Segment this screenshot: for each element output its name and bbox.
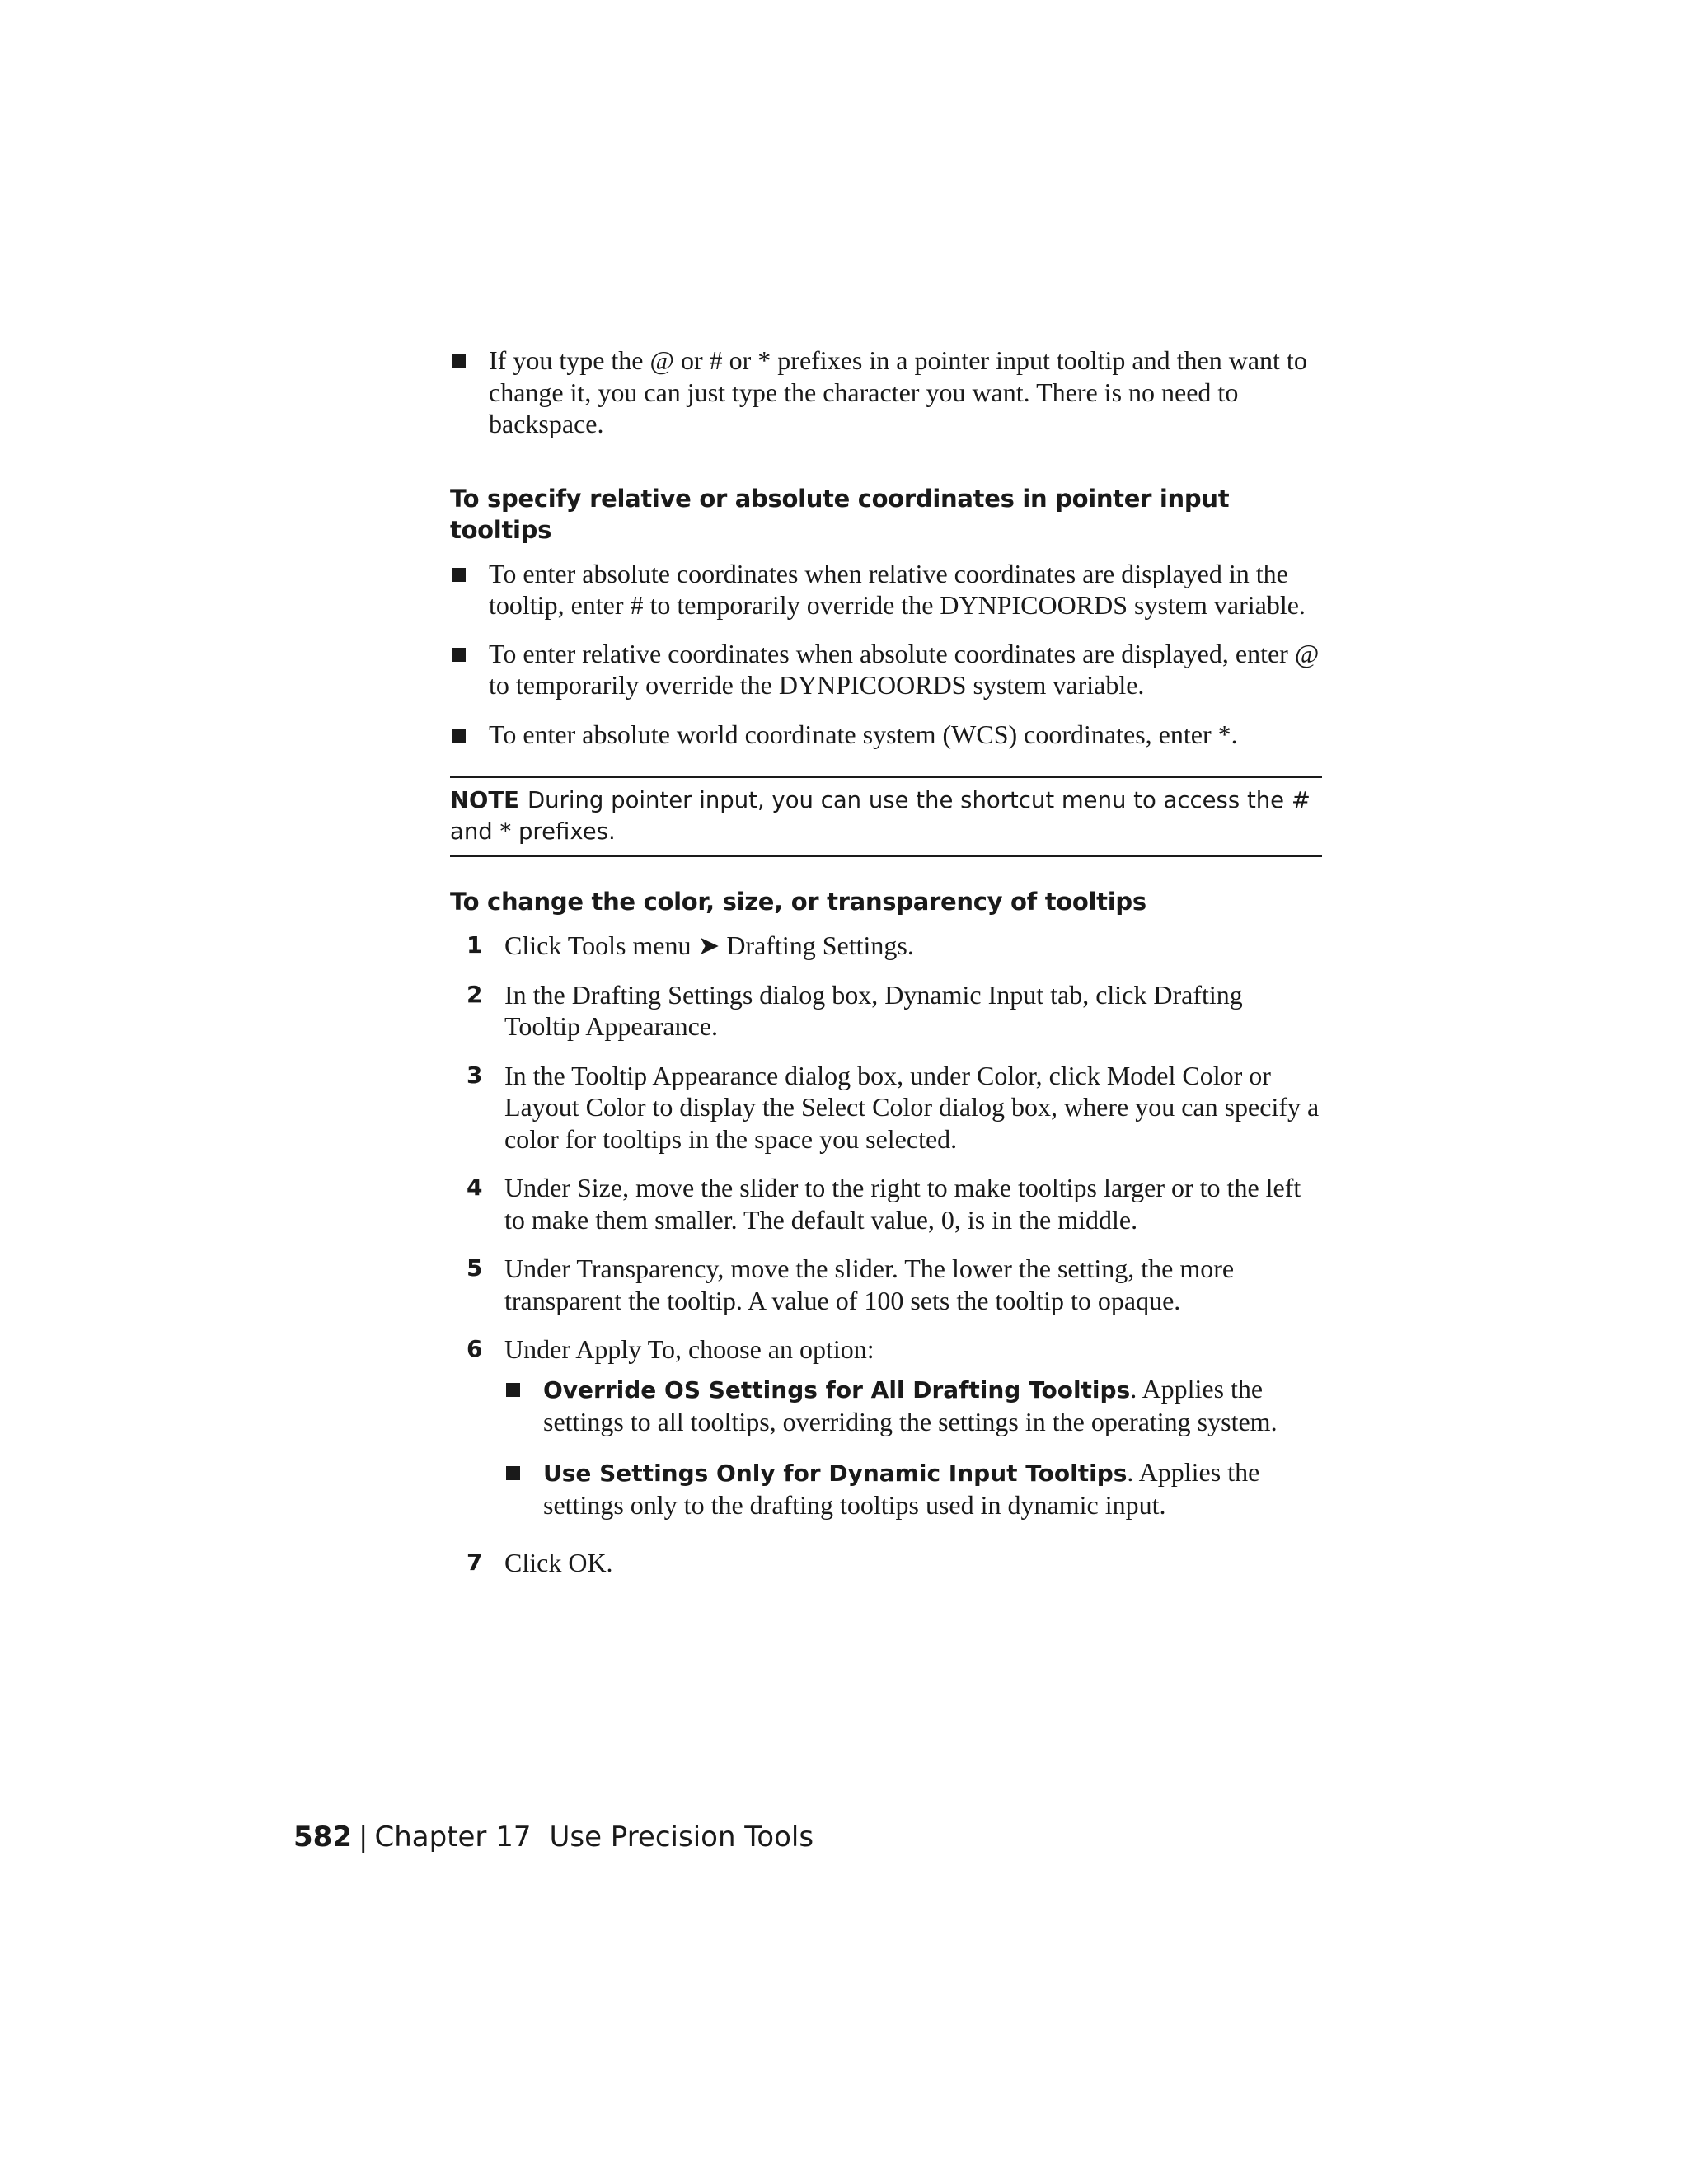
- list-item: [450, 344, 1322, 440]
- option-term: Override OS Settings for All Drafting Tooltips: [543, 1376, 1131, 1404]
- step-text: Click OK.: [504, 1547, 613, 1577]
- option-term: Use Settings Only for Dynamic Input Tooltips: [543, 1459, 1128, 1487]
- step-text: Click Tools menu ➤ Drafting Settings.: [504, 930, 914, 960]
- procedure-heading: To specify relative or absolute coordinates in pointer input tooltips: [450, 484, 1230, 544]
- option-item: [504, 1373, 1322, 1438]
- step-text: Under Apply To, choose an option:: [504, 1334, 874, 1364]
- step-item: [450, 1547, 1322, 1579]
- list-item: [450, 719, 1322, 751]
- note-box: [450, 776, 1322, 857]
- step-number: 5: [467, 1254, 483, 1282]
- step-text: Under Size, move the slider to the right to make tooltips larger or to the left to make them smaller. The default value, 0, is in the middle.: [504, 1173, 1301, 1235]
- step-item: [450, 1253, 1322, 1316]
- bullet-square-icon: [452, 729, 466, 743]
- bullet-square-icon: [452, 354, 466, 368]
- note-text: During pointer input, you can use the shortcut menu to access the # and * prefixes.: [450, 787, 1311, 845]
- step-number: 7: [467, 1548, 483, 1576]
- chapter-title: Use Precision Tools: [549, 1821, 814, 1854]
- list-item-text: To enter absolute coordinates when relative coordinates are displayed in the tooltip, enter # to temporarily override the DYNPICOORDS system variable.: [489, 558, 1306, 620]
- bullet-square-icon: [506, 1466, 520, 1480]
- step-number: 6: [467, 1335, 483, 1362]
- option-item: [504, 1456, 1322, 1521]
- list-item-text: If you type the @ or # or * prefixes in a pointer input tooltip and then want to change it, you can just type the character you want. There is no need to backspace.: [489, 345, 1307, 438]
- footer-separator: |: [358, 1821, 368, 1854]
- bullet-square-icon: [452, 568, 466, 582]
- option-list: [504, 1373, 1322, 1521]
- step-item: [450, 1333, 1322, 1521]
- option-description: . Applies the settings only to the drafting tooltips used in dynamic input.: [543, 1456, 1260, 1520]
- step-item: [450, 1060, 1322, 1155]
- step-item: [450, 979, 1322, 1043]
- step-text: In the Drafting Settings dialog box, Dynamic Input tab, click Drafting Tooltip Appearance.: [504, 979, 1243, 1041]
- step-text: Under Transparency, move the slider. The lower the setting, the more transparent the tooltip. A value of 100 sets the tooltip to opaque.: [504, 1254, 1235, 1315]
- step-text: In the Tooltip Appearance dialog box, under Color, click Model Color or Layout Color to display the Select Color dialog box, where you can specify a color for tooltips in the space you selected.: [504, 1060, 1320, 1154]
- step-item: [450, 930, 1322, 962]
- note-label: NOTE: [450, 787, 519, 813]
- procedure-heading: To change the color, size, or transparency of tooltips: [450, 888, 1146, 916]
- list-item: [450, 558, 1322, 621]
- bullet-square-icon: [506, 1383, 520, 1397]
- option-description: . Applies the settings to all tooltips, overriding the settings in the operating system.: [543, 1373, 1278, 1436]
- step-number: 2: [467, 980, 483, 1008]
- page-content: [450, 344, 1322, 1578]
- list-item: [450, 638, 1322, 701]
- list-item-text: To enter absolute world coordinate system (WCS) coordinates, enter *.: [489, 719, 1238, 749]
- page-number: 582: [293, 1821, 352, 1854]
- list-item-text: To enter relative coordinates when absolute coordinates are displayed, enter @ to temporarily override the DYNPICOORDS system variable.: [489, 638, 1320, 700]
- step-number: 1: [467, 931, 483, 958]
- step-number: 4: [467, 1174, 483, 1201]
- step-number: 3: [467, 1061, 483, 1089]
- step-item: [450, 1172, 1322, 1235]
- bullet-square-icon: [452, 648, 466, 662]
- chapter-label: Chapter 17: [374, 1821, 532, 1854]
- page-footer: [293, 1819, 814, 1855]
